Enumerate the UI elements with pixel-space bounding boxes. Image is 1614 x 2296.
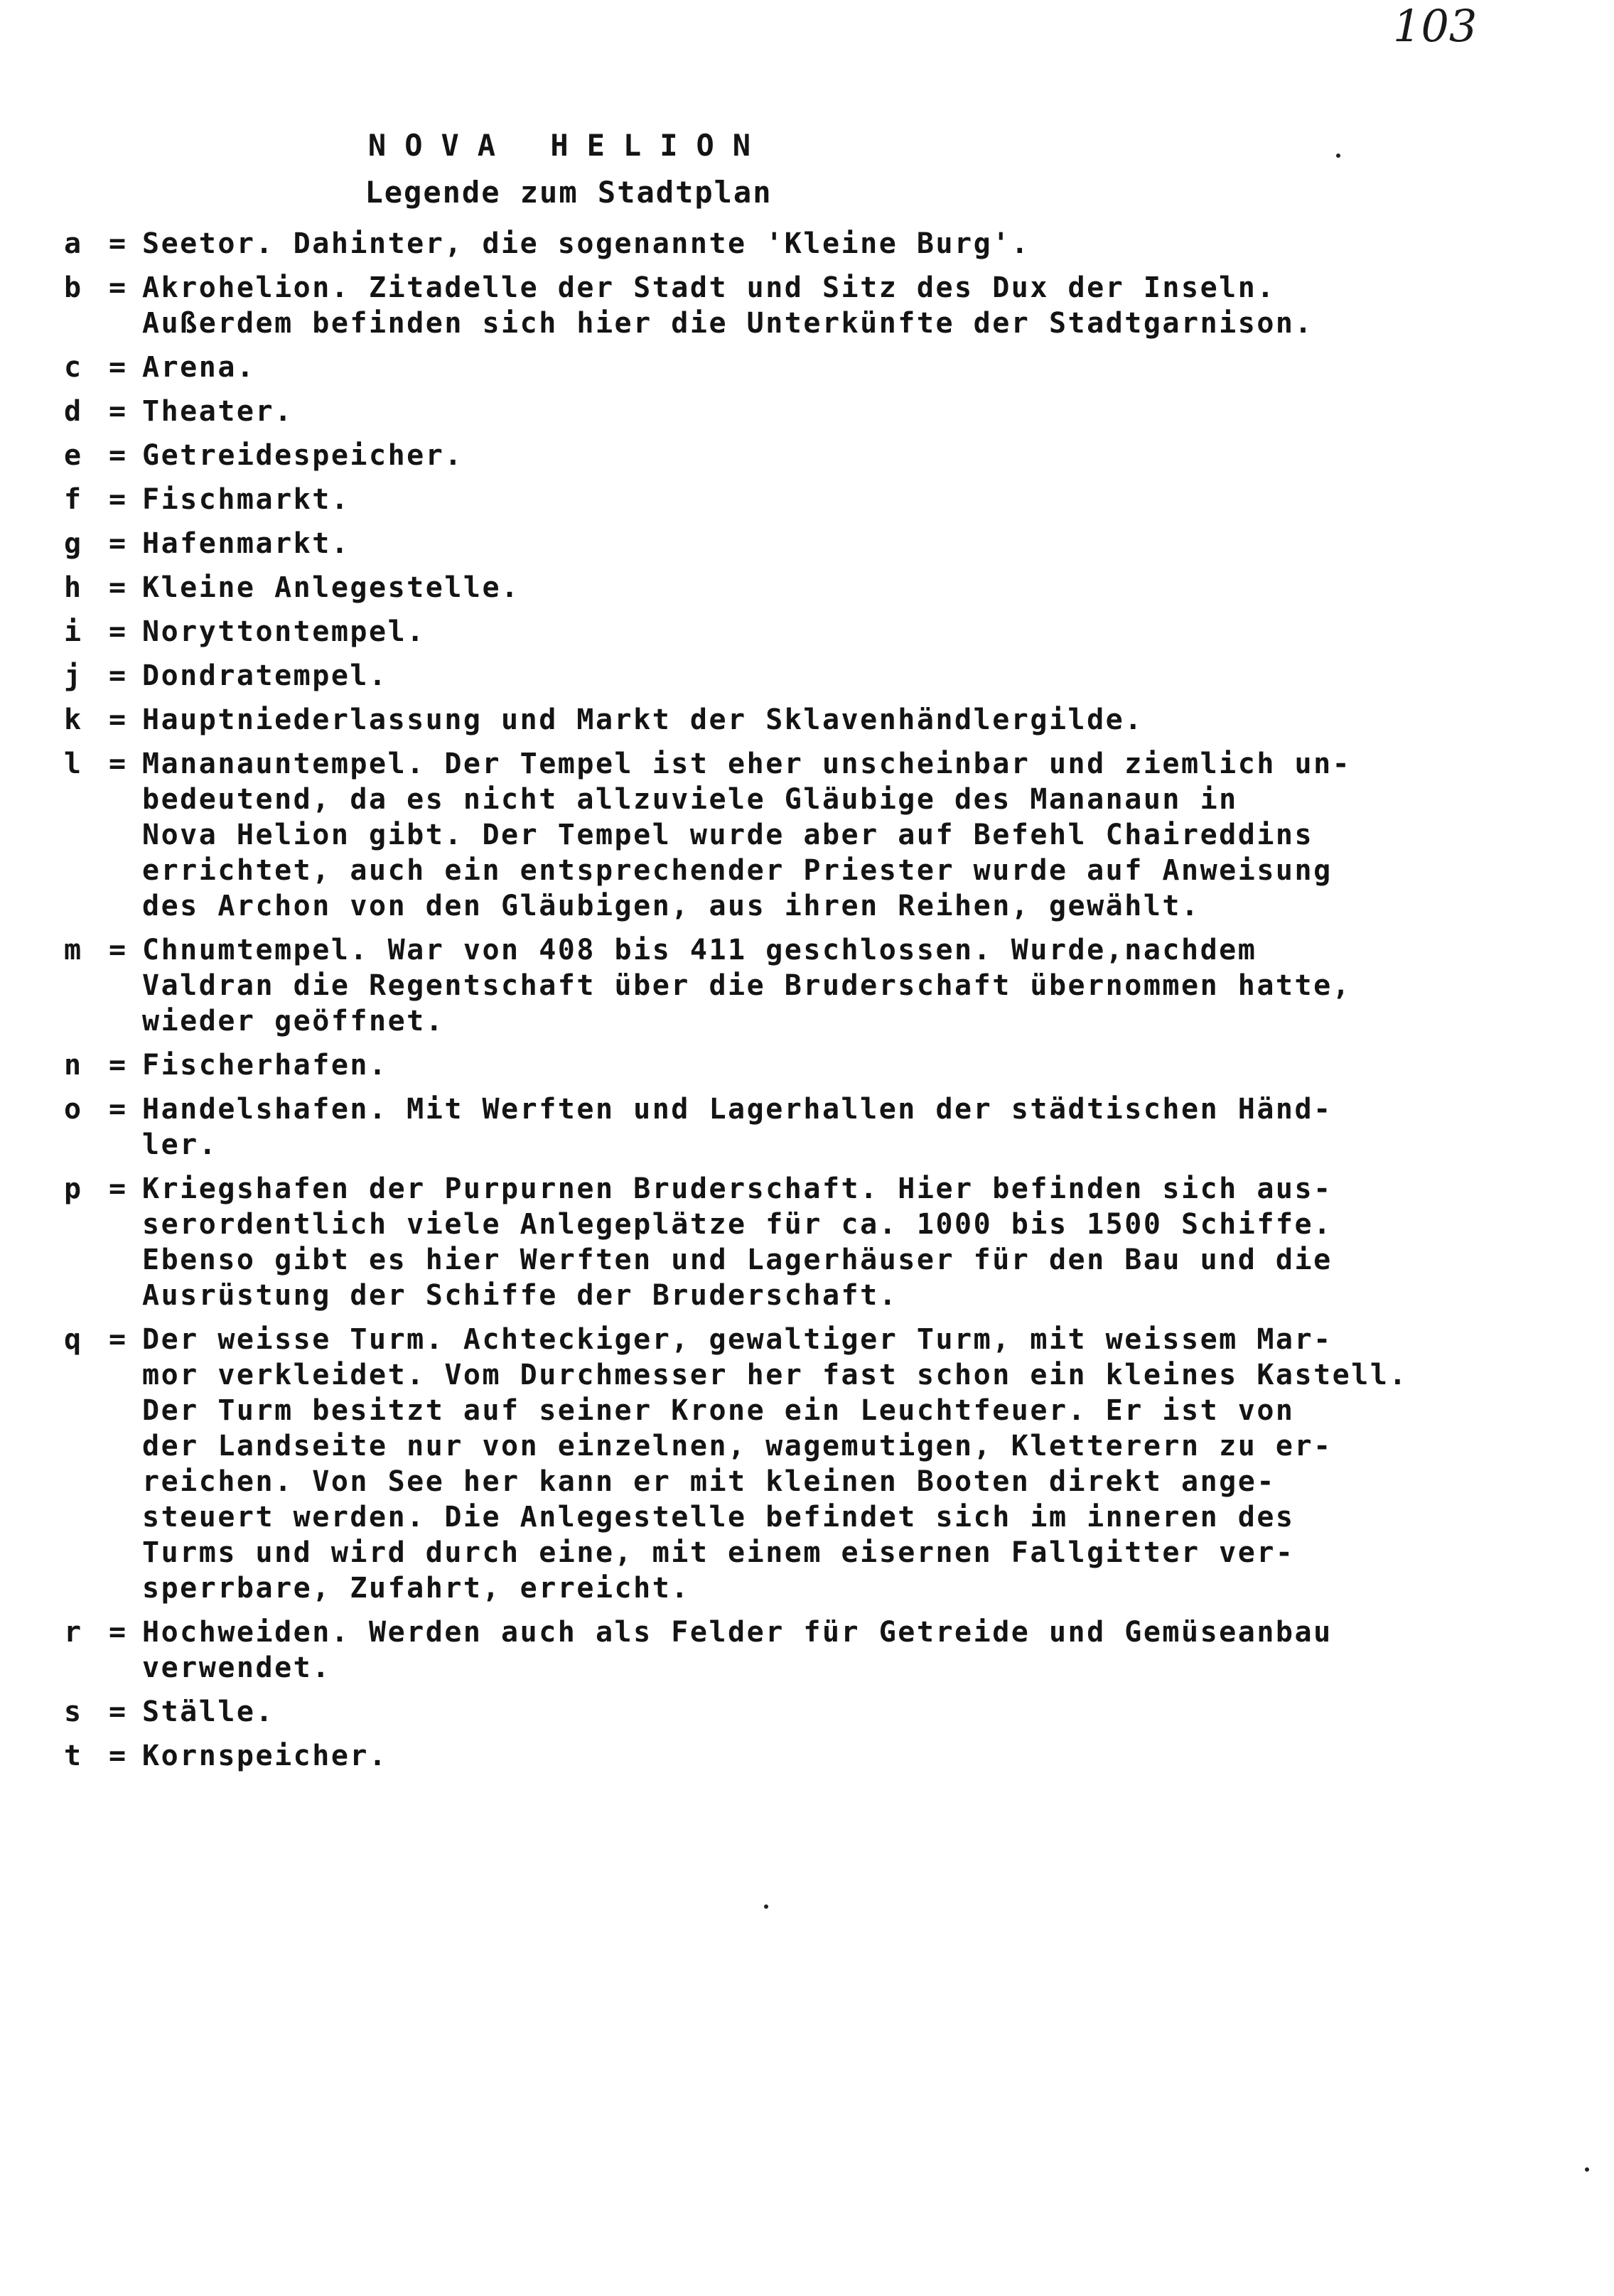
legend-key: r bbox=[64, 1616, 82, 1649]
legend-item-c bbox=[64, 350, 1528, 385]
legend-text: Akrohelion. Zitadelle der Stadt und Sitz des Dux der Inseln. Außerdem befinden sich hier die Unterkünfte der Stadtgarnison. bbox=[142, 271, 1314, 340]
legend-item-g bbox=[64, 526, 1528, 561]
legend-item-e bbox=[64, 438, 1528, 473]
legend-separator: = bbox=[108, 1616, 127, 1649]
legend-key: h bbox=[64, 571, 82, 604]
legend-text: Der weisse Turm. Achteckiger, gewaltiger Turm, mit weissem Mar- mor verkleidet. Vom Durchmesser her fast schon ein kleines Kastell. Der Turm besitzt auf seiner Krone ein Leuchtfeuer. Er ist von der Landseite nur von einzelnen, wagemutigen, Kletterern zu er- reichen. Von See her kann er mit kleinen Booten direkt ange- steuert werden. Die Anlegestelle befindet sich im inneren des Turms und wird durch eine, mit einem eisernen Fallgitter ver- sperrbare, Zufahrt, erreicht. bbox=[142, 1323, 1408, 1605]
legend-list bbox=[64, 226, 1528, 1782]
legend-item-t bbox=[64, 1738, 1528, 1774]
legend-key: t bbox=[64, 1740, 82, 1772]
legend-text: Seetor. Dahinter, die sogenannte 'Kleine Burg'. bbox=[142, 227, 1031, 260]
legend-item-p bbox=[64, 1171, 1528, 1313]
legend-key: f bbox=[64, 483, 82, 516]
legend-separator: = bbox=[108, 1049, 127, 1082]
legend-key: s bbox=[64, 1696, 82, 1728]
legend-item-a bbox=[64, 226, 1528, 262]
legend-separator: = bbox=[108, 1696, 127, 1728]
legend-separator: = bbox=[108, 227, 127, 260]
scan-speck bbox=[1585, 2167, 1589, 2172]
legend-text: Hauptniederlassung und Markt der Sklavenhändlergilde. bbox=[142, 704, 1144, 736]
legend-key: o bbox=[64, 1093, 82, 1126]
legend-separator: = bbox=[108, 1173, 127, 1205]
legend-text: Arena. bbox=[142, 351, 256, 384]
legend-item-f bbox=[64, 482, 1528, 517]
scan-speck bbox=[1336, 153, 1340, 158]
scan-speck bbox=[764, 1904, 768, 1909]
legend-text: Noryttontempel. bbox=[142, 615, 426, 648]
legend-text: Fischerhafen. bbox=[142, 1049, 388, 1082]
legend-key: p bbox=[64, 1173, 82, 1205]
legend-item-l bbox=[64, 746, 1528, 924]
legend-text: Chnumtempel. War von 408 bis 411 geschlossen. Wurde,nachdem Valdran die Regentschaft über die Bruderschaft übernommen hatte, wieder geöffnet. bbox=[142, 934, 1352, 1037]
legend-item-r bbox=[64, 1615, 1528, 1686]
legend-separator: = bbox=[108, 1093, 127, 1126]
legend-key: k bbox=[64, 704, 82, 736]
legend-key: g bbox=[64, 527, 82, 560]
legend-separator: = bbox=[108, 271, 127, 304]
legend-item-s bbox=[64, 1694, 1528, 1730]
legend-text: Kornspeicher. bbox=[142, 1740, 388, 1772]
legend-separator: = bbox=[108, 748, 127, 780]
legend-key: c bbox=[64, 351, 82, 384]
legend-key: n bbox=[64, 1049, 82, 1082]
legend-key: j bbox=[64, 659, 82, 692]
legend-key: l bbox=[64, 748, 82, 780]
legend-separator: = bbox=[108, 571, 127, 604]
legend-separator: = bbox=[108, 704, 127, 736]
legend-item-i bbox=[64, 614, 1528, 650]
legend-text: Kriegshafen der Purpurnen Bruderschaft. Hier befinden sich aus- serordentlich viele Anlegeplätze für ca. 1000 bis 1500 Schiffe. Ebenso gibt es hier Werften und Lagerhäuser für den Bau und die Ausrüstung der Schiffe der Bruderschaft. bbox=[142, 1173, 1333, 1312]
legend-separator: = bbox=[108, 527, 127, 560]
document-title: NOVA HELION bbox=[367, 128, 770, 163]
legend-text: Handelshafen. Mit Werften und Lagerhallen der städtischen Händ- ler. bbox=[142, 1093, 1333, 1161]
legend-separator: = bbox=[108, 1323, 127, 1356]
legend-item-n bbox=[64, 1047, 1528, 1083]
legend-key: b bbox=[64, 271, 82, 304]
legend-key: m bbox=[64, 934, 82, 966]
legend-text: Kleine Anlegestelle. bbox=[142, 571, 520, 604]
legend-text: Ställe. bbox=[142, 1696, 275, 1728]
legend-text: Hafenmarkt. bbox=[142, 527, 350, 560]
document-subtitle: Legende zum Stadtplan bbox=[365, 175, 773, 210]
legend-item-q bbox=[64, 1322, 1528, 1606]
legend-separator: = bbox=[108, 351, 127, 384]
legend-separator: = bbox=[108, 439, 127, 472]
legend-key: a bbox=[64, 227, 82, 260]
legend-item-b bbox=[64, 270, 1528, 341]
legend-text: Dondratempel. bbox=[142, 659, 388, 692]
page-number: 103 bbox=[1393, 0, 1478, 52]
legend-separator: = bbox=[108, 615, 127, 648]
legend-item-o bbox=[64, 1092, 1528, 1163]
legend-text: Theater. bbox=[142, 395, 294, 428]
legend-key: i bbox=[64, 615, 82, 648]
legend-item-h bbox=[64, 570, 1528, 605]
legend-text: Getreidespeicher. bbox=[142, 439, 463, 472]
legend-text: Hochweiden. Werden auch als Felder für Getreide und Gemüseanbau verwendet. bbox=[142, 1616, 1333, 1684]
legend-item-m bbox=[64, 932, 1528, 1039]
legend-separator: = bbox=[108, 934, 127, 966]
legend-text: Mananauntempel. Der Tempel ist eher unscheinbar und ziemlich un- bedeutend, da es nicht allzuviele Gläubige des Mananaun in Nova Helion gibt. Der Tempel wurde aber auf Befehl Chaireddins errichtet, auch ein entsprechender Priester wurde auf Anweisung des Archon von den Gläubigen, aus ihren Reihen, gewählt. bbox=[142, 748, 1352, 922]
legend-item-k bbox=[64, 702, 1528, 738]
legend-item-j bbox=[64, 658, 1528, 694]
legend-separator: = bbox=[108, 483, 127, 516]
legend-separator: = bbox=[108, 395, 127, 428]
legend-key: d bbox=[64, 395, 82, 428]
legend-separator: = bbox=[108, 1740, 127, 1772]
legend-key: e bbox=[64, 439, 82, 472]
legend-text: Fischmarkt. bbox=[142, 483, 350, 516]
legend-item-d bbox=[64, 394, 1528, 429]
legend-separator: = bbox=[108, 659, 127, 692]
legend-key: q bbox=[64, 1323, 82, 1356]
